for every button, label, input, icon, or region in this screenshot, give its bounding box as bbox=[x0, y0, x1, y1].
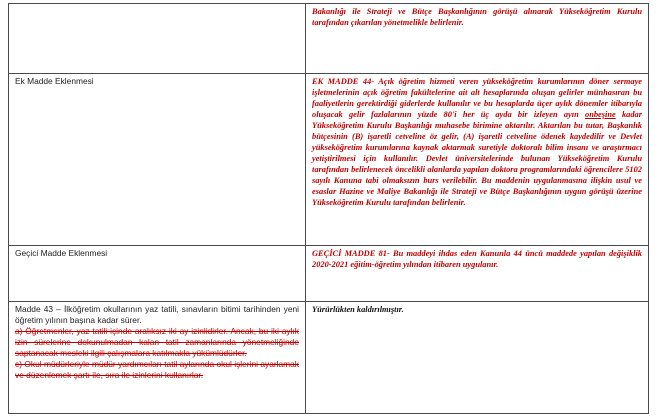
amendment-text-cell bbox=[306, 74, 649, 246]
amendment-text-cell bbox=[306, 4, 649, 74]
row-label-cell bbox=[9, 4, 306, 74]
row-label-cell: Ek Madde Eklenmesi bbox=[9, 74, 306, 246]
amendment-text: Bakanlığı ile Strateji ve Bütçe Başkanlığının görüşü alınarak Yükseköğretim Kurulu tarafından çıkarılan yönetmelikle belirlenir. bbox=[312, 7, 642, 27]
underlined-word: onbeşine bbox=[585, 110, 616, 119]
struck-text: c) Okul müdürleriyle müdür yardımcıları tatil aylarında okul işlerini ayarlamak ve düzenlemek şartı ile, sıra ile izinlerini kullanırlar. bbox=[15, 359, 299, 380]
amendment-text: Yürürlükten kaldırılmıştır. bbox=[312, 305, 404, 314]
amendment-text-cell bbox=[306, 246, 649, 302]
original-text-cell bbox=[9, 302, 306, 414]
amendment-table bbox=[8, 3, 649, 414]
original-text: Madde 43 – İlköğretim okullarının yaz tatili, sınavların bitimi tarihinden yeni öğretim yılının başına kadar sürer. bbox=[15, 304, 299, 325]
amendment-text-part: EK MADDE 44- Açık öğretim hizmeti veren yükseköğretim kurumlarının döner sermaye işletmelerinin açık öğretim fakültelerine ait alt hesaplarında oluşan gelirler münhasıran bu faaliyetlerin gerektirdiği giderlerde kullanılır ve bu hesaplarda üçer aylık dönemler itibarıyla oluşacak gelir fazlalarının yüzde 80'i her üç ayda bir izleyen ayın bbox=[312, 77, 642, 119]
struck-text: a) Öğretmenler, yaz tatili içinde aralıksız iki ay izinlidirler. Ancak, bu iki aylık izin sürelerine dokunulmadan kalan tatil zamanlarında yönetmeliğinde saptanacak mesleki ilgili çalışmalara katılmakla yükümlüdürler. bbox=[15, 326, 299, 358]
table-row bbox=[9, 4, 649, 74]
table-row bbox=[9, 74, 649, 246]
table-row bbox=[9, 246, 649, 302]
row-label-cell: Geçici Madde Eklenmesi bbox=[9, 246, 306, 302]
amendment-text-part: kadar Yükseköğretim Kurulu Başkanlığı muhasebe birimine aktarılır. Aktarılan bu tutar, Başkanlık bütçesinin (B) işaretli cetveline öz gelir, (A) işaretli cetveline ödenek kaydedilir ve Devlet yükseköğretim kurumlarına kaynak aktarmak suretiyle doktoralı bilim insanı ve araştırmacı yetiştirilmesi için kullanılır. Devlet üniversitelerinde bulunan Yükseköğretim Kurulu tarafından belirlenecek öncelikli alanlarda yapılan doktora programlarındaki öğrencilere 5102 sayılı Kanuna tabi olmaksızın burs verilebilir. Bu maddenin uygulanmasına ilişkin usul ve esaslar Hazine ve Maliye Bakanlığı ile Strateji ve Bütçe Başkanlığının uygun görüşü üzerine Yükseköğretim Kurulu tarafından belirlenir. bbox=[312, 110, 642, 207]
amendment-text: GEÇİCİ MADDE 81- Bu maddeyi ihdas eden Kanunla 44 üncü maddede yapılan değişiklik 2020-2021 eğitim-öğretim yılından itibaren uygulanır. bbox=[312, 249, 642, 269]
amendment-text bbox=[312, 76, 642, 208]
amendment-text-cell bbox=[306, 302, 649, 414]
table-row bbox=[9, 302, 649, 414]
